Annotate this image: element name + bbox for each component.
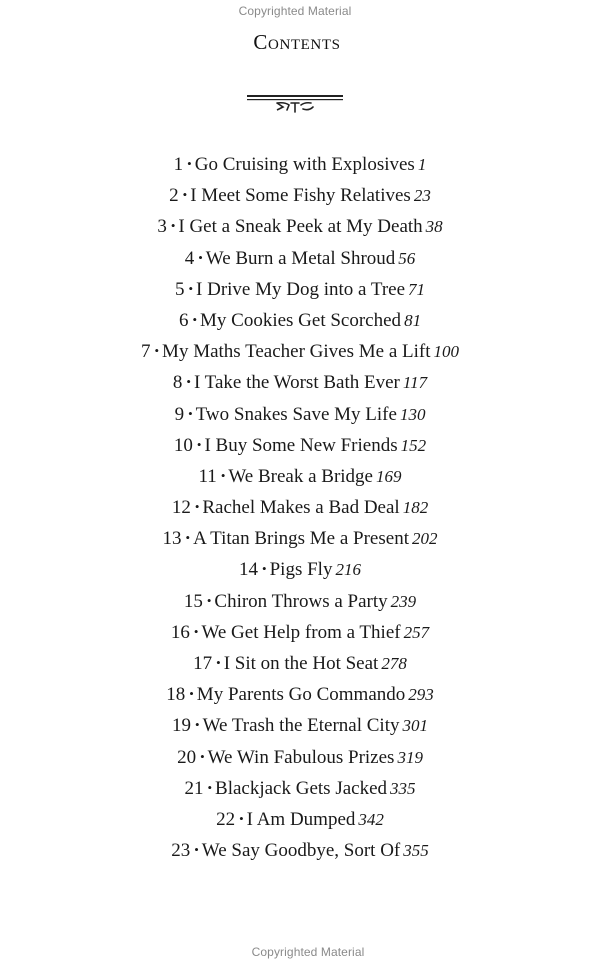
page-number: 81	[404, 310, 422, 330]
bullet-icon: •	[194, 842, 199, 858]
chapter-title: I Sit on the Hot Seat	[223, 653, 379, 674]
toc-entry	[0, 336, 600, 367]
bullet-icon: •	[187, 156, 192, 171]
toc-entry	[0, 211, 600, 242]
toc-entry	[0, 648, 600, 679]
page-number: 56	[398, 248, 416, 268]
chapter-title: We Break a Bridge	[228, 465, 373, 487]
chapter-title: We Win Fabulous Prizes	[207, 746, 395, 768]
chapter-number: 1	[173, 154, 184, 175]
chapter-title: Chiron Throws a Party	[214, 590, 388, 612]
page-number: 355	[403, 841, 429, 861]
toc-entry	[0, 243, 600, 274]
bullet-icon: •	[186, 374, 191, 390]
chapter-title: We Trash the Eternal City	[202, 715, 400, 737]
page-number: 117	[402, 373, 428, 393]
toc-entry	[0, 305, 600, 336]
bullet-icon: •	[185, 530, 191, 546]
bullet-icon: •	[196, 436, 202, 452]
bullet-icon: •	[182, 187, 188, 203]
toc-entry	[0, 554, 600, 585]
chapter-title: Blackjack Gets Jacked	[215, 777, 388, 799]
chapter-title: We Burn a Metal Shroud	[205, 247, 396, 269]
bullet-icon: •	[206, 592, 212, 608]
toc-entry	[0, 742, 600, 773]
table-of-contents	[0, 149, 600, 866]
bullet-icon: •	[194, 499, 200, 515]
chapter-title: I Get a Sneak Peek at My Death	[178, 216, 423, 238]
chapter-number: 8	[172, 372, 183, 394]
toc-entry	[0, 399, 600, 430]
toc-entry	[0, 274, 600, 305]
chapter-number: 2	[169, 185, 179, 207]
toc-entry	[0, 773, 600, 804]
toc-entry	[0, 430, 600, 461]
page-number: 169	[375, 466, 402, 486]
bullet-icon: •	[200, 748, 205, 764]
bullet-icon: •	[220, 467, 226, 483]
chapter-title: Pigs Fly	[269, 559, 333, 581]
toc-entry	[0, 679, 600, 710]
page-number: 257	[403, 622, 430, 642]
chapter-title: My Cookies Get Scorched	[200, 309, 402, 331]
chapter-title: We Get Help from a Thief	[201, 621, 401, 643]
page-number: 182	[402, 498, 429, 518]
chapter-number: 19	[172, 715, 192, 737]
page-number: 202	[411, 529, 438, 549]
bullet-icon: •	[193, 623, 199, 639]
chapter-number: 9	[174, 403, 185, 425]
chapter-number: 23	[171, 840, 191, 862]
bullet-icon: •	[216, 655, 221, 670]
page-title-text: Contents	[253, 30, 341, 54]
watermark-top: Copyrighted Material	[238, 4, 352, 18]
chapter-title: I Meet Some Fishy Relatives	[190, 185, 411, 207]
page-number: 1	[417, 155, 427, 174]
bullet-icon: •	[198, 249, 203, 265]
chapter-number: 6	[178, 309, 189, 331]
chapter-number: 4	[184, 247, 195, 269]
toc-entry	[0, 180, 600, 211]
page-title	[0, 30, 594, 55]
chapter-title: My Parents Go Commando	[196, 684, 406, 706]
toc-entry	[0, 586, 600, 617]
bullet-icon: •	[195, 717, 200, 733]
chapter-number: 13	[162, 528, 182, 550]
page-number: 301	[402, 716, 428, 736]
toc-entry	[0, 461, 600, 492]
chapter-number: 15	[183, 590, 203, 612]
chapter-number: 3	[157, 216, 167, 238]
bullet-icon: •	[192, 311, 197, 327]
page-number: 278	[381, 654, 407, 673]
chapter-number: 18	[166, 684, 186, 706]
toc-entry	[0, 149, 600, 180]
chapter-title: I Buy Some New Friends	[204, 434, 398, 456]
chapter-title: I Drive My Dog into a Tree	[196, 278, 406, 300]
bullet-icon: •	[262, 561, 267, 577]
chapter-title: Rachel Makes a Bad Deal	[202, 497, 400, 519]
bullet-icon: •	[154, 343, 160, 359]
bullet-icon: •	[170, 218, 176, 234]
page-number: 216	[335, 560, 361, 580]
chapter-title: I Take the Worst Bath Ever	[193, 372, 400, 394]
toc-entry	[0, 617, 600, 648]
page-number: 293	[408, 685, 434, 705]
chapter-number: 21	[184, 777, 204, 799]
chapter-title: Two Snakes Save My Life	[195, 403, 397, 425]
toc-entry	[0, 492, 600, 523]
chapter-number: 20	[177, 746, 197, 768]
page-number: 319	[397, 747, 423, 767]
chapter-title: We Say Goodbye, Sort Of	[201, 840, 401, 862]
chapter-number: 5	[174, 278, 185, 300]
chapter-number: 10	[173, 434, 193, 456]
bullet-icon: •	[189, 686, 194, 702]
page-number: 100	[433, 342, 460, 362]
chapter-number: 16	[170, 621, 190, 643]
chapter-number: 12	[171, 497, 191, 519]
toc-entry	[0, 710, 600, 741]
page-number: 152	[400, 435, 427, 455]
chapter-number: 11	[198, 465, 217, 487]
toc-entry	[0, 804, 600, 835]
bullet-icon: •	[188, 280, 194, 296]
toc-entry	[0, 835, 600, 866]
chapter-title: A Titan Brings Me a Present	[193, 528, 409, 550]
chapter-number: 22	[216, 808, 236, 830]
chapter-number: 17	[193, 653, 213, 674]
bullet-icon: •	[239, 810, 244, 826]
chapter-title: I Am Dumped	[246, 808, 356, 830]
page-number: 342	[358, 809, 384, 829]
page-number: 71	[408, 279, 426, 299]
chapter-title: Go Cruising with Explosives	[194, 154, 415, 175]
bullet-icon: •	[188, 405, 193, 421]
toc-entry	[0, 367, 600, 398]
watermark-bottom: Copyrighted Material	[251, 945, 365, 959]
page-number: 38	[425, 217, 443, 237]
ornament-divider-icon	[247, 93, 343, 115]
page-number: 23	[413, 186, 431, 206]
chapter-number: 7	[140, 341, 151, 363]
bullet-icon: •	[207, 779, 213, 795]
page-number: 239	[390, 591, 417, 611]
chapter-title: My Maths Teacher Gives Me a Lift	[162, 341, 431, 363]
page-number: 335	[390, 778, 416, 798]
page-number: 130	[399, 404, 426, 424]
toc-entry	[0, 523, 600, 554]
chapter-number: 14	[239, 559, 259, 581]
